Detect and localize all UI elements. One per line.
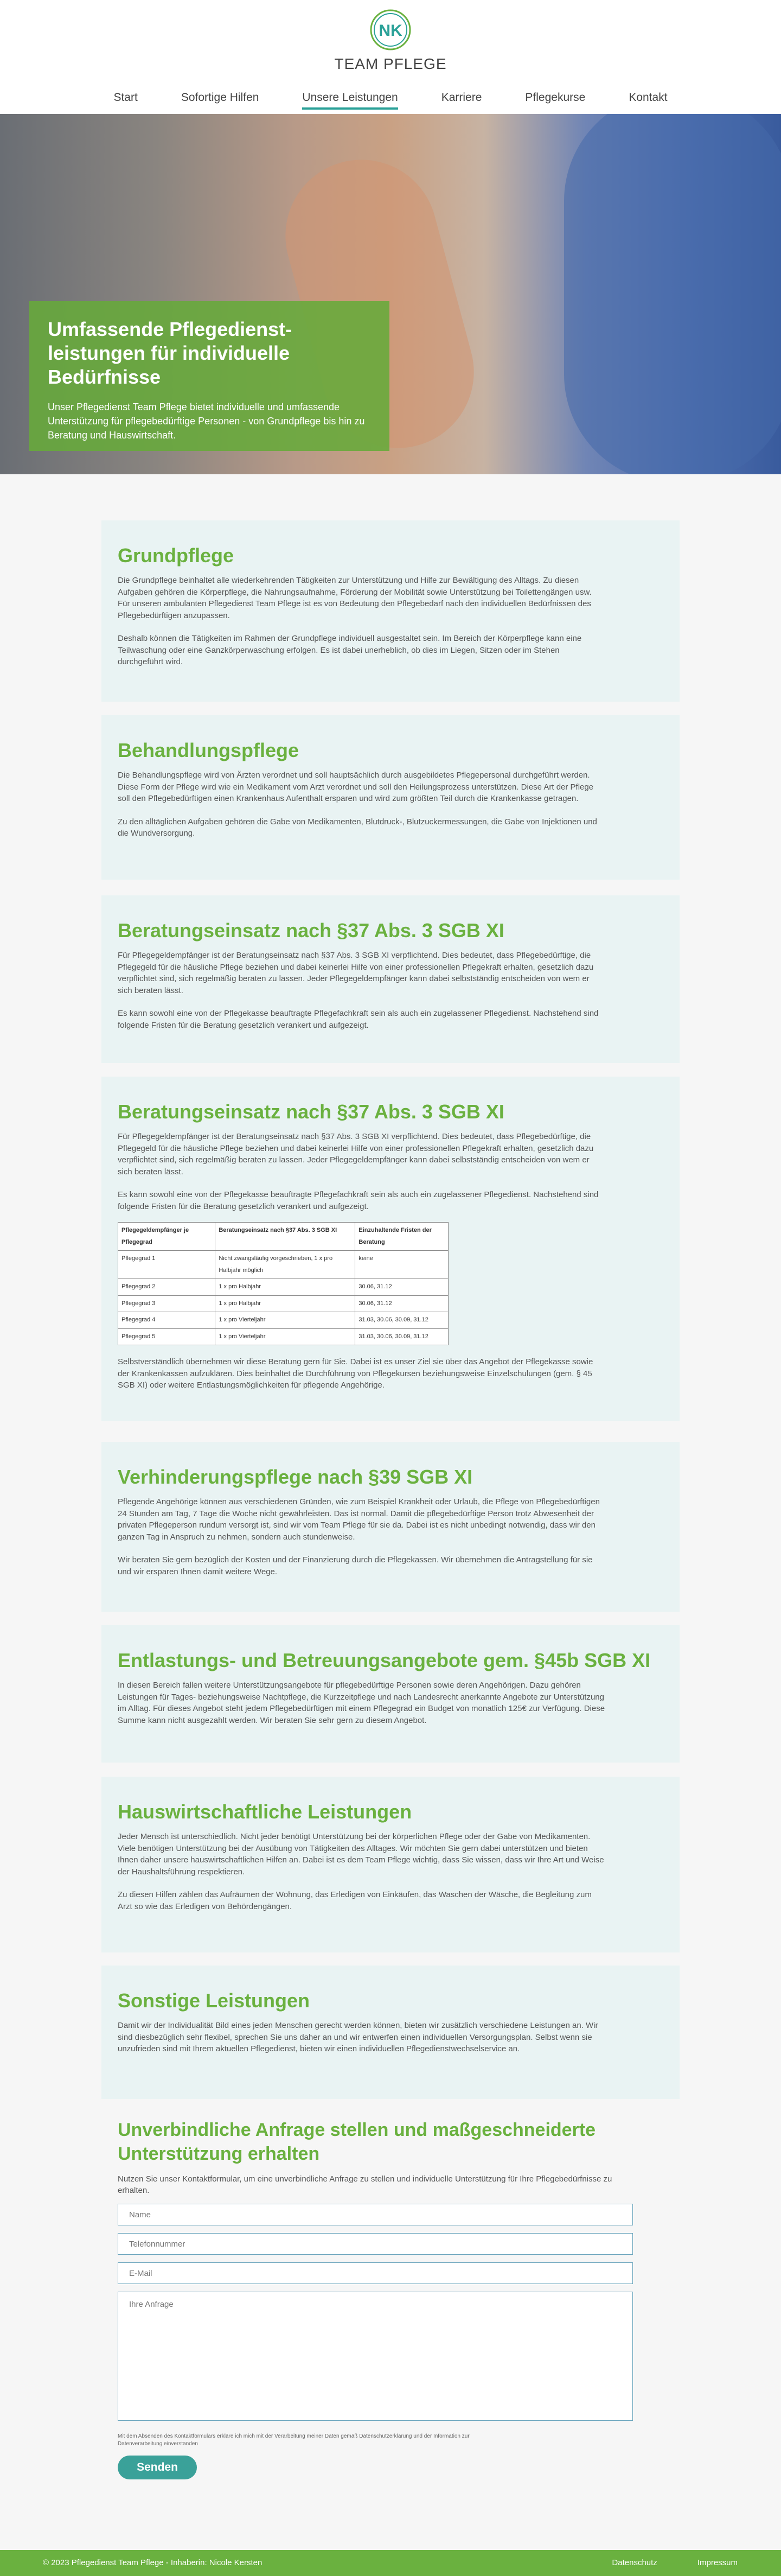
contact-intro: Nutzen Sie unser Kontaktformular, um eine unverbindliche Anfrage zu stellen und individuelle Unterstützung für Ihre Pflegebedürfnisse zu erhalten.: [118, 2174, 612, 2196]
brand-name: TEAM PFLEGE: [334, 55, 447, 72]
table-header-row: [118, 1223, 449, 1251]
site-footer: [0, 2550, 781, 2576]
hero-banner: [0, 114, 781, 474]
section-title: Behandlungspflege: [118, 739, 299, 761]
table-cell: Pflegegrad 5: [118, 1328, 215, 1345]
table-cell: 1 x pro Halbjahr: [215, 1295, 355, 1312]
table-header: Einzuhaltende Fristen der Beratung: [355, 1223, 449, 1251]
section-paragraph: Zu den alltäglichen Aufgaben gehören die Gabe von Medikamenten, Blutdruck-, Blutzuckermessungen, die Gabe von Injektionen und die Wundversorgung.: [118, 817, 597, 838]
table-cell: 31.03, 30.06, 30.09, 31.12: [355, 1328, 449, 1345]
footer-link-datenschutz[interactable]: Datenschutz: [612, 2558, 657, 2567]
section-paragraph: Selbstverständlich übernehmen wir diese Beratung gern für Sie. Dabei ist es unser Ziel sie über das Angebot der Pflegekasse sowie der Krankenkassen aufzuklären. Dies beinhaltet die Durchführung von Pflegekursen beziehungsweise Einzelschulungen (gem. § 45 SGB XI) oder weitere Entlastungsmöglichkeiten für pflegende Angehörige.: [118, 1357, 593, 1390]
table-cell: Pflegegrad 2: [118, 1279, 215, 1296]
section-title: Grundpflege: [118, 544, 234, 567]
table-cell: 30.06, 31.12: [355, 1295, 449, 1312]
section-paragraph: In diesen Bereich fallen weitere Unterstützungsangebote für pflegebedürftige Personen sowie deren Angehörigen. Dazu gehören Leistungen für Tages- beziehungsweise Nachtpflege, die Kurzzeitpflege und nach Landesrecht anerkannte Angebote zur Unterstützung im Alltag. Für dieses Angebot steht jedem Pflegebedürftigen mit einem Pflegegrad ein Budget von monatlich 125€ zur Verfügung. Diese Summe kann nicht ausgezahlt werden. Wir beraten Sie sehr gern zu diesem Angebot.: [118, 1681, 605, 1725]
section-paragraph: Es kann sowohl eine von der Pflegekasse beauftragte Pflegefachkraft sein als auch ein zugelassener Pflegedienst. Nachstehend sind folgende Fristen für die Beratung gesetzlich verankert und aufgezeigt.: [118, 1009, 599, 1030]
nav-item-sofortige-hilfen[interactable]: Sofortige Hilfen: [181, 91, 259, 104]
beratung-fristen-table: [118, 1222, 449, 1345]
section-paragraph: Zu diesen Hilfen zählen das Aufräumen der Wohnung, das Erledigen von Einkäufen, das Waschen der Wäsche, die Begleitung zum Arzt so wie das Erledigen von Behördengängen.: [118, 1890, 592, 1911]
table-cell: 1 x pro Vierteljahr: [215, 1328, 355, 1345]
nav-item-kontakt[interactable]: Kontakt: [629, 91, 668, 104]
section-paragraph: Pflegende Angehörige können aus verschiedenen Gründen, wie zum Beispiel Krankheit oder Urlaub, die Pflege von Pflegebedürftigen 24 Stunden am Tag, 7 Tage die Woche nicht gewährleisten. Das ist normal. Damit die pflegebedürftige Person trotz Abwesenheit der privaten Pflegeperson rundum versorgt ist, sind wir vom Team Pflege für sie da. Dabei ist es nicht unbedingt notwendig, dass wir den ganzen Tag in Anspruch zu nehmen, sondern auch stundenweise.: [118, 1497, 600, 1542]
section-sonstige-leistungen: [101, 1966, 680, 2099]
footer-copyright: © 2023 Pflegedienst Team Pflege - Inhaberin: Nicole Kersten: [43, 2558, 263, 2567]
section-beratungseinsatz-table: [101, 1077, 680, 1421]
section-title: Sonstige Leistungen: [118, 1989, 310, 2012]
section-title: Beratungseinsatz nach §37 Abs. 3 SGB XI: [118, 1101, 504, 1123]
section-verhinderungspflege: [101, 1442, 680, 1612]
services-content: [0, 474, 781, 2555]
email-input[interactable]: [118, 2262, 633, 2284]
section-behandlungspflege: [101, 715, 680, 880]
section-paragraph: Die Grundpflege beinhaltet alle wiederkehrenden Tätigkeiten zur Unterstützung und Hilfe zur Bewältigung des Alltags. Zu diesen Aufgaben gehören die Körperpflege, die Nahrungsaufnahme, Förderung der Mobilität sowie Unterstützung bei Toilettengängen usw. Für unseren ambulanten Pflegedienst Team Pflege ist es von Bedeutung den Pflegebedarf nach den individuellen Bedürfnissen des Pflegebedürftigen anzupassen.: [118, 576, 592, 620]
phone-input[interactable]: [118, 2233, 633, 2255]
logo[interactable]: [0, 8, 781, 73]
message-textarea[interactable]: [118, 2292, 633, 2421]
logo-mark-icon: [368, 8, 413, 52]
table-row: [118, 1312, 449, 1329]
name-input[interactable]: [118, 2204, 633, 2225]
table-cell: Pflegegrad 1: [118, 1251, 215, 1279]
nav-item-pflegekurse[interactable]: Pflegekurse: [525, 91, 586, 104]
hero-text: Unser Pflegedienst Team Pflege bietet individuelle und umfassende Unterstützung für pflegebedürftige Personen - von Grundpflege bis hin zu Beratung und Hauswirtschaft.: [48, 401, 365, 441]
section-title: Hauswirtschaftliche Leistungen: [118, 1801, 412, 1823]
section-grundpflege: [101, 520, 680, 702]
section-beratungseinsatz: [101, 895, 680, 1063]
logo-initials: NK: [379, 22, 402, 40]
section-paragraph: Wir beraten Sie gern bezüglich der Kosten und der Finanzierung durch die Pflegekassen. Wir übernehmen die Antragstellung für sie und wir ersparen Ihnen damit weitere Wege.: [118, 1555, 593, 1576]
table-cell: 30.06, 31.12: [355, 1279, 449, 1296]
table-cell: 31.03, 30.06, 30.09, 31.12: [355, 1312, 449, 1329]
table-cell: Pflegegrad 4: [118, 1312, 215, 1329]
table-cell: 1 x pro Halbjahr: [215, 1279, 355, 1296]
section-paragraph: Deshalb können die Tätigkeiten im Rahmen der Grundpflege individuell ausgestaltet sein. Im Bereich der Körperpflege kann eine Teilwaschung oder eine Ganzkörperwaschung erfolgen. Es ist dabei unerheblich, ob dies im Liegen, Sitzen oder im Stehen durchgeführt wird.: [118, 634, 582, 666]
table-cell: Nicht zwangsläufig vorgeschrieben, 1 x pro Halbjahr möglich: [215, 1251, 355, 1279]
section-hauswirtschaft: [101, 1777, 680, 1952]
section-paragraph: Damit wir der Individualität Bild eines jeden Menschen gerecht werden können, bieten wir zusätzlich verschiedene Leistungen an. Wir sind diesbezüglich sehr flexibel, sprechen Sie uns daher an und wir entwerfen einen individuellen Versorgungsplan. Selbst wenn sie unzufrieden sind mit Ihrem aktuellen Pflegedienst, bieten wir einen individuellen Pflegedienstwechselservice an.: [118, 2021, 598, 2053]
consent-text: Mit dem Absenden des Kontaktformulars erkläre ich mich mit der Verarbeitung meiner Daten gemäß Datenschutzerklärung und der Information zur Datenverarbeitung einverstanden: [118, 2433, 470, 2447]
section-paragraph: Es kann sowohl eine von der Pflegekasse beauftragte Pflegefachkraft sein als auch ein zugelassener Pflegedienst. Nachstehend sind folgende Fristen für die Beratung gesetzlich verankert und aufgezeigt.: [118, 1190, 599, 1211]
table-row: [118, 1251, 449, 1279]
table-cell: 1 x pro Vierteljahr: [215, 1312, 355, 1329]
section-paragraph: Jeder Mensch ist unterschiedlich. Nicht jeder benötigt Unterstützung bei der körperlichen Pflege oder der Gabe von Medikamenten. Viele benötigen Unterstützung bei der Ausübung von Tätigkeiten des Alltages. Wir möchten Sie gern dabei unterstützen und bieten Ihnen daher unsere hauswirtschaftlichen Hilfen an. Dabei ist es dem Team Pflege wichtig, dass Sie wissen, dass wir Ihre Art und Weise der Haushaltsführung respektieren.: [118, 1832, 604, 1877]
nav-item-unsere-leistungen[interactable]: Unsere Leistungen: [302, 91, 398, 110]
table-cell: Pflegegrad 3: [118, 1295, 215, 1312]
hero-image-caregiver: [564, 114, 781, 474]
section-paragraph: Die Behandlungspflege wird von Ärzten verordnet und soll hauptsächlich durch ausgebildetes Pflegepersonal durchgeführt werden. Diese Form der Pflege wird wie ein Medikament vom Arzt verordnet und soll den Heilungsprozess unterstützen. Diese Art der Pflege soll den Pflegebedürftigen einen Krankenhaus Aufenthalt ersparen und wird zum größten Teil durch die Krankenkasse getragen.: [118, 771, 594, 803]
table-row: [118, 1295, 449, 1312]
nav-item-karriere[interactable]: Karriere: [441, 91, 482, 104]
contact-title: Unverbindliche Anfrage stellen und maßgeschneiderte Unterstützung erhalten: [118, 2120, 596, 2164]
section-entlastungsangebote: [101, 1625, 680, 1763]
nav-item-start[interactable]: Start: [113, 91, 138, 104]
table-row: [118, 1328, 449, 1345]
table-cell: keine: [355, 1251, 449, 1279]
main-nav: [0, 91, 781, 110]
section-title: Verhinderungspflege nach §39 SGB XI: [118, 1466, 473, 1488]
section-title: Beratungseinsatz nach §37 Abs. 3 SGB XI: [118, 919, 504, 942]
contact-form-section: [118, 2119, 633, 2479]
hero-title: Umfassende Pflegedienst-leistungen für individuelle Bedürfnisse: [48, 318, 292, 388]
footer-link-impressum[interactable]: Impressum: [697, 2558, 738, 2567]
table-header: Pflegegeldempfänger je Pflegegrad: [118, 1223, 215, 1251]
section-paragraph: Für Pflegegeldempfänger ist der Beratungseinsatz nach §37 Abs. 3 SGB XI verpflichtend. Dies bedeutet, dass Pflegebedürftige, die Pflegegeld für die häusliche Pflege beziehen und dabei keinerlei Hilfe von einer professionellen Pflegekraft erhalten, gesetzlich dazu verpflichtet sind, sich regelmäßig beraten zu lassen. Jeder Pflegegeldempfänger kann dabei selbstständig entscheiden von wem er sich beraten lässt.: [118, 951, 594, 995]
site-header: [0, 0, 781, 114]
hero-text-box: [29, 301, 389, 451]
table-row: [118, 1279, 449, 1296]
send-button[interactable]: Senden: [118, 2456, 197, 2479]
table-header: Beratungseinsatz nach §37 Abs. 3 SGB XI: [215, 1223, 355, 1251]
footer-links: [572, 2558, 738, 2567]
section-title: Entlastungs- und Betreuungsangebote gem. §45b SGB XI: [118, 1649, 651, 1671]
section-paragraph: Für Pflegegeldempfänger ist der Beratungseinsatz nach §37 Abs. 3 SGB XI verpflichtend. Dies bedeutet, dass Pflegebedürftige, die Pflegegeld für die häusliche Pflege beziehen und dabei keinerlei Hilfe von einer professionellen Pflegekraft erhalten, gesetzlich dazu verpflichtet sind, sich regelmäßig beraten zu lassen. Jeder Pflegegeldempfänger kann dabei selbstständig entscheiden von wem er sich beraten lässt.: [118, 1132, 594, 1176]
